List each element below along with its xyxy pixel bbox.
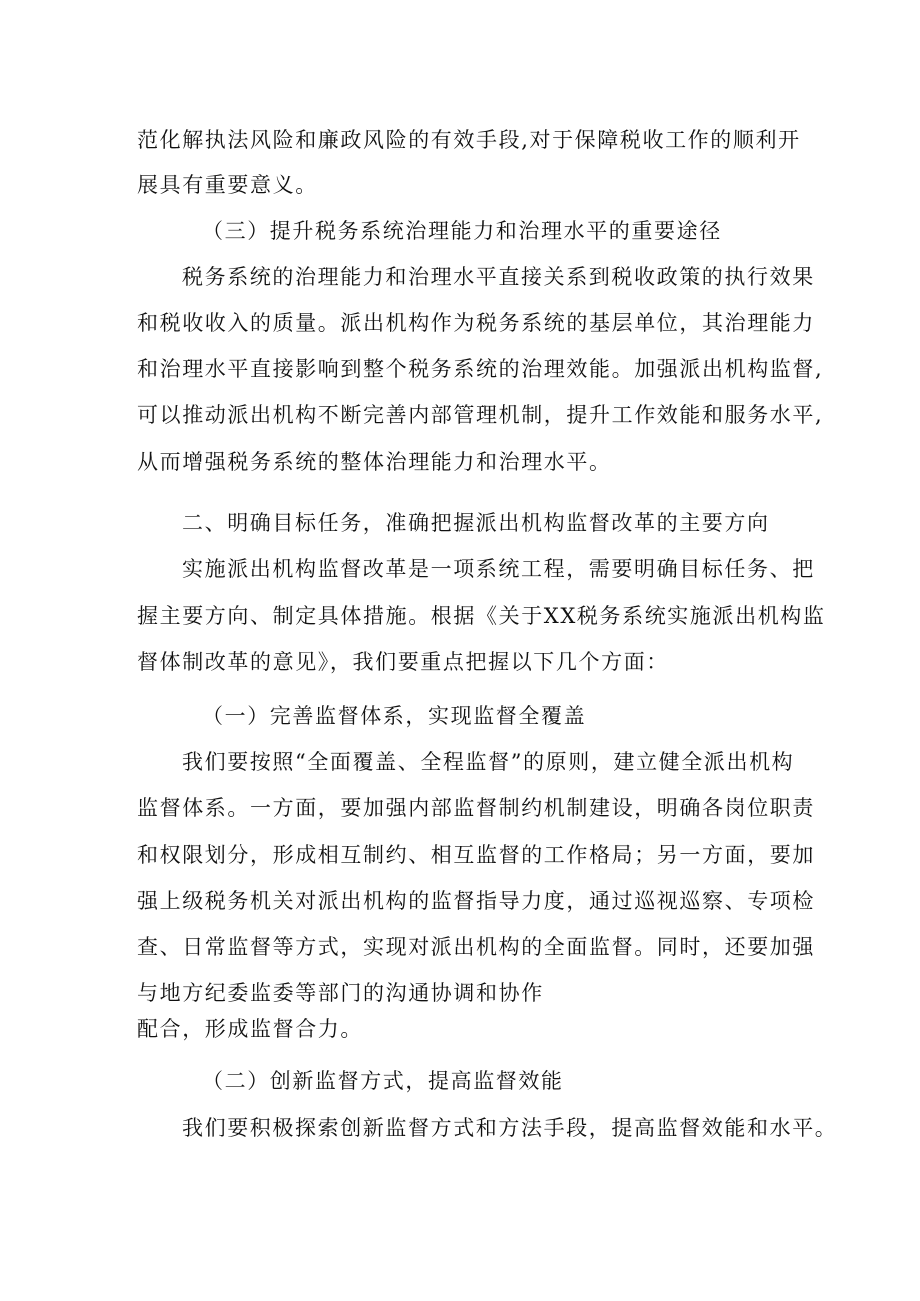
- section-heading: （一）完善监督体系，实现监督全覆盖: [202, 704, 587, 728]
- paragraph-line: 实施派出机构监督改革是一项系统工程，需要明确目标任务、把: [182, 557, 815, 581]
- paragraph-line: 督体制改革的意见》，我们要重点把握以下几个方面：: [137, 650, 669, 674]
- paragraph-line: 我们要按照“全面覆盖、全程监督”的原则，建立健全派出机构: [182, 750, 795, 774]
- paragraph-line: 和权限划分，形成相互制约、相互监督的工作格局；另一方面，要加: [137, 843, 815, 867]
- paragraph-line: 强上级税务机关对派出机构的监督指导力度，通过巡视巡察、专项检: [137, 889, 815, 913]
- paragraph-line: 可以推动派出机构不断完善内部管理机制，提升工作效能和服务水平,: [137, 403, 824, 427]
- paragraph-line: 和治理水平直接影响到整个税务系统的治理效能。加强派出机构监督,: [137, 357, 824, 381]
- paragraph-line: 查、日常监督等方式，实现对派出机构的全面监督。同时，还要加强: [137, 935, 815, 959]
- chapter-heading: 二、明确目标任务，准确把握派出机构监督改革的主要方向: [182, 511, 770, 535]
- paragraph-line: 展具有重要意义。: [137, 173, 318, 197]
- paragraph-line: 监督体系。一方面，要加强内部监督制约机制建设，明确各岗位职责: [137, 796, 815, 820]
- section-heading: （三）提升税务系统治理能力和治理水平的重要途径: [202, 219, 722, 243]
- paragraph-line: 范化解执法风险和廉政风险的有效手段,对于保障税收工作的顺利开: [137, 128, 801, 152]
- paragraph-line: 我们要积极探索创新监督方式和方法手段，提高监督效能和水平。: [182, 1116, 838, 1140]
- paragraph-line: 与地方纪委监委等部门的沟通协调和协作: [137, 981, 544, 1005]
- paragraph-line: 配合，形成监督合力。: [137, 1017, 363, 1041]
- paragraph-line: 税务系统的治理能力和治理水平直接关系到税收政策的执行效果: [182, 265, 815, 289]
- paragraph-line: 和税收收入的质量。派出机构作为税务系统的基层单位，其治理能力: [137, 311, 815, 335]
- paragraph-line: 握主要方向、制定具体措施。根据《关于XX税务系统实施派出机构监: [137, 604, 826, 628]
- section-heading: （二）创新监督方式，提高监督效能: [202, 1069, 564, 1093]
- paragraph-line: 从而增强税务系统的整体治理能力和治理水平。: [137, 450, 612, 474]
